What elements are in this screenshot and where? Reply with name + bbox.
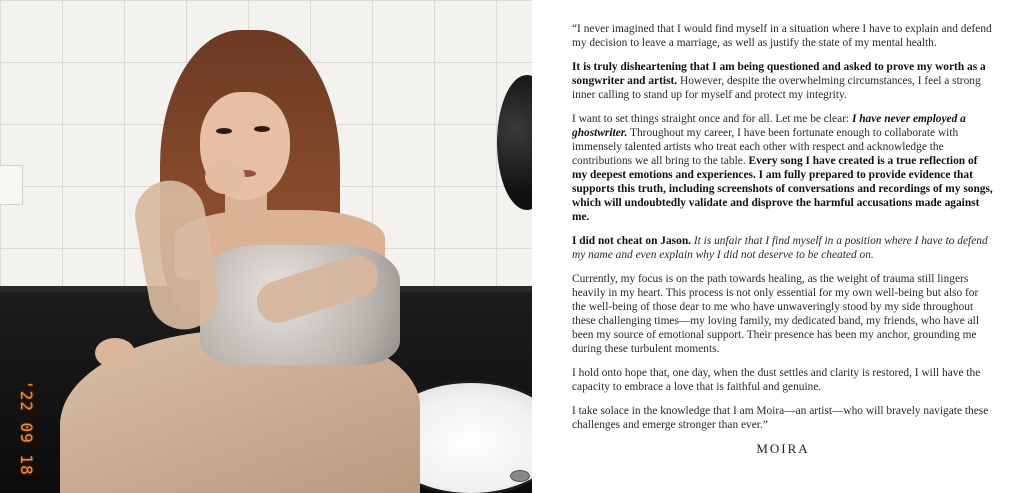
p4-bold: I did not cheat on Jason.: [572, 235, 691, 247]
paragraph-6: [572, 366, 994, 394]
sink-drain: [510, 470, 530, 482]
p7-text: I take solace in the knowledge that I am Moira—an artist—who will bravely navigate these challenges and emerge stronger than ever.”: [572, 405, 989, 431]
p2-bold: It is truly disheartening that I am being questioned and asked to prove my worth as a songwriter and artist.: [572, 61, 986, 87]
date-stamp: '22 09 18: [17, 380, 36, 476]
light-switch: [0, 165, 23, 205]
p1-text: “I never imagined that I would find myself in a situation where I have to explain and defend my decision to leave a marriage, as well as justify the state of my mental health.: [572, 23, 992, 49]
p4-italic: It is unfair that I find myself in a position where I have to defend my name and even explain why I did not deserve to be cheated on.: [572, 235, 988, 261]
paragraph-2: [572, 60, 994, 102]
p3-text-a: I want to set things straight once and for all. Let me be clear:: [572, 113, 852, 125]
paragraph-4: [572, 234, 994, 262]
paragraph-3: [572, 112, 994, 224]
paragraph-1: [572, 22, 994, 50]
p2-text: However, despite the overwhelming circumstances, I feel a strong inner calling to stand up for myself and protect my integrity.: [572, 75, 981, 101]
p3-bold: Every song I have created is a true reflection of my deepest emotions and experiences. I am fully prepared to provide evidence that supports this truth, including screenshots of conversations and recordings of my songs, which will undoubtedly validate and disprove the harmful accusations made against me.: [572, 155, 993, 223]
right-eye: [254, 126, 270, 132]
left-eye: [216, 128, 232, 134]
paragraph-7: [572, 404, 994, 432]
statement-text: [532, 0, 1024, 493]
paragraph-5: [572, 272, 994, 356]
hand-on-lap: [95, 338, 135, 368]
hand-near-face: [205, 160, 245, 194]
signature: MOIRA: [756, 441, 810, 456]
p3-bold-italic: I have never employed a ghostwriter.: [572, 113, 966, 139]
p5-text: Currently, my focus is on the path towards healing, as the weight of trauma still lingers heavily in my heart. This process is not only essential for my own well-being but also for the well-being of those dear to me who have unwaveringly stood by my side throughout these challenging times—my loving family, my dedicated band, my friends, who have all been my source of emotional support. Their presence has been my anchor, grounding me during these turbulent moments.: [572, 273, 980, 355]
p3-text-c: Throughout my career, I have been fortunate enough to collaborate with immensely talented artists who treat each other with respect and acknowledge the contributions we all bring to the table.: [572, 127, 959, 167]
p6-text: I hold onto hope that, one day, when the dust settles and clarity is restored, I will have the capacity to embrace a love that is faithful and genuine.: [572, 367, 981, 393]
